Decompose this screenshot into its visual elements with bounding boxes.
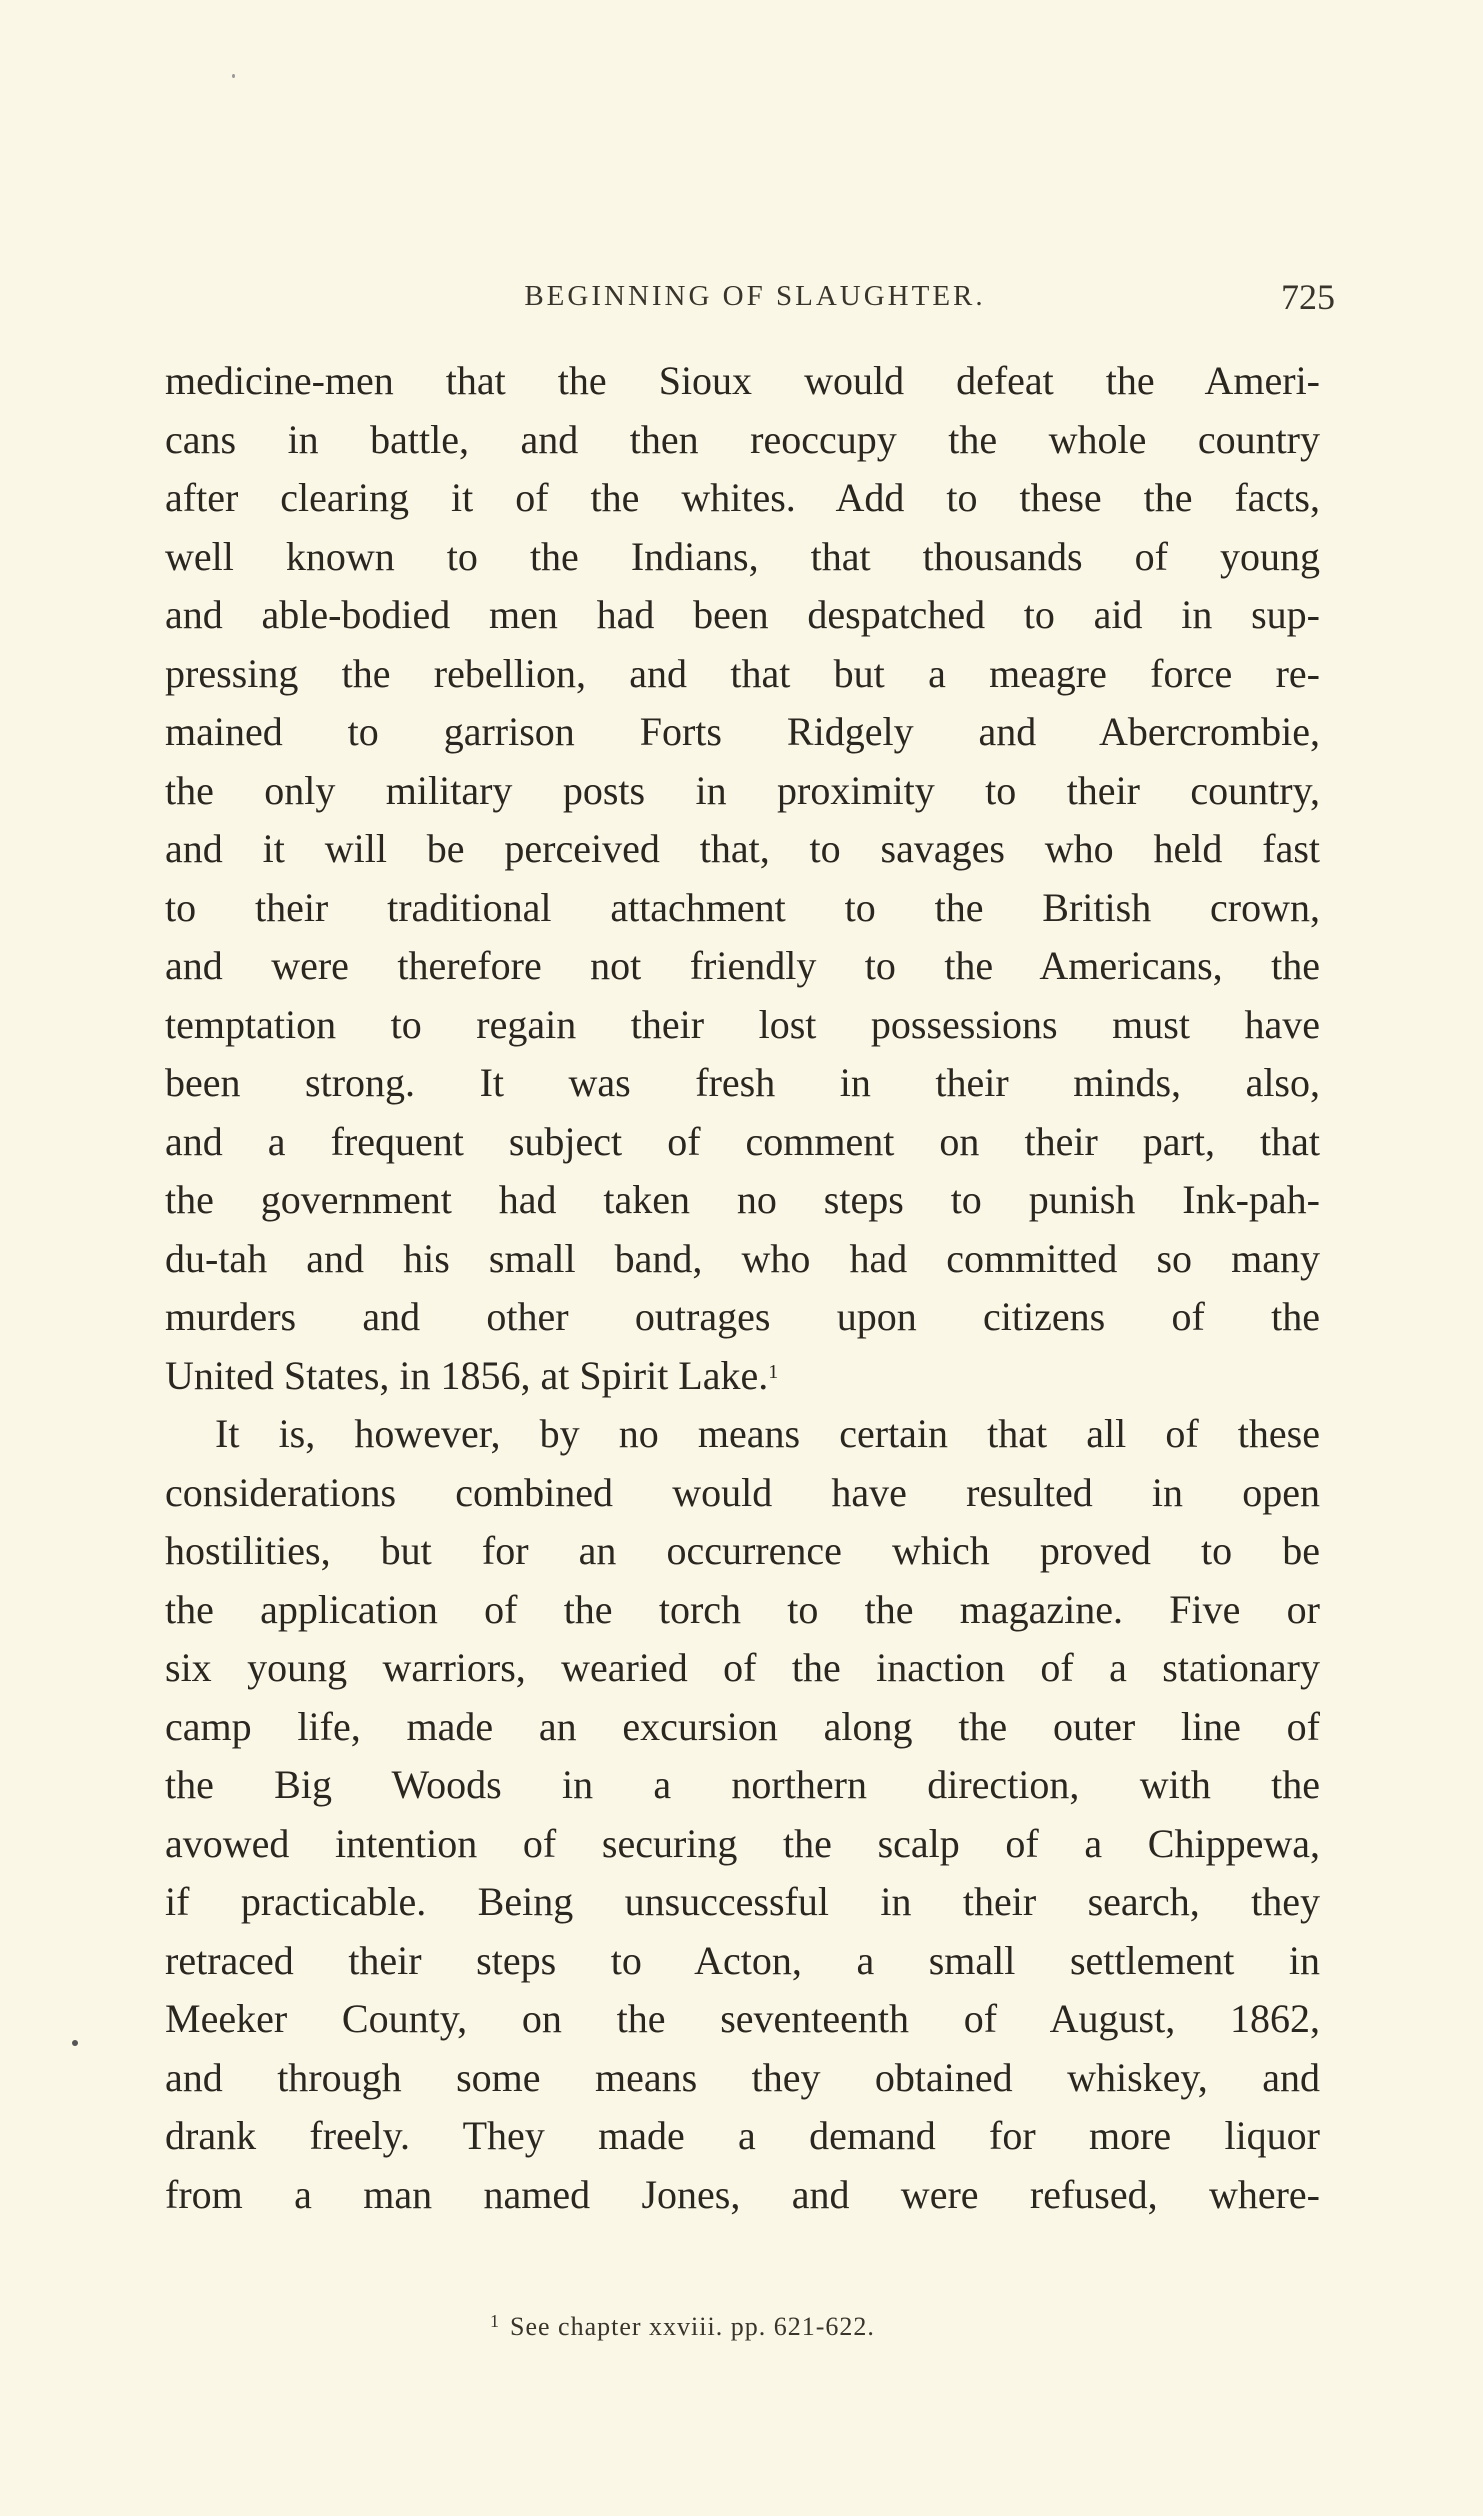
text-line: and a frequent subject of comment on their part, that bbox=[165, 1118, 1320, 1164]
text-line: if practicable. Being unsuccessful in their search, they bbox=[165, 1879, 1320, 1924]
text-line: and it will be perceived that, to savages who held fast bbox=[165, 826, 1320, 871]
text-line: the application of the torch to the magazine. Five or bbox=[165, 1586, 1320, 1632]
footnote-text: See chapter xxviii. pp. 621-622. bbox=[510, 2312, 875, 2341]
footnote-mark: 1 bbox=[490, 2311, 500, 2331]
body-text bbox=[165, 352, 1320, 2224]
text-line: du-tah and his small band, who had committed so many bbox=[165, 1235, 1320, 1281]
text-line: temptation to regain their lost possessions must have bbox=[165, 1001, 1320, 1047]
text-line: retraced their steps to Acton, a small settlement in bbox=[165, 1937, 1320, 1983]
text-line: and were therefore not friendly to the Americans, the bbox=[165, 943, 1320, 988]
text-line: to their traditional attachment to the British crown, bbox=[165, 884, 1320, 930]
text-line: medicine-men that the Sioux would defeat the Ameri- bbox=[165, 358, 1320, 403]
text-line: the only military posts in proximity to their country, bbox=[165, 767, 1320, 813]
text-line-content: United States, in 1856, at Spirit Lake. bbox=[165, 1352, 769, 1398]
running-title: BEGINNING OF SLAUGHTER. bbox=[524, 280, 986, 312]
text-line bbox=[165, 1347, 1320, 1406]
text-line: the government had taken no steps to punish Ink-pah- bbox=[165, 1177, 1320, 1222]
running-head bbox=[165, 276, 1345, 326]
text-line: avowed intention of securing the scalp of a Chippewa, bbox=[165, 1820, 1320, 1866]
text-line: six young warriors, wearied of the inaction of a stationary bbox=[165, 1645, 1320, 1690]
page-number: 725 bbox=[1281, 277, 1335, 317]
text-line: hostilities, but for an occurrence which proved to be bbox=[165, 1528, 1320, 1573]
text-line: been strong. It was fresh in their minds, also, bbox=[165, 1060, 1320, 1105]
ink-speck bbox=[232, 74, 235, 78]
text-line: pressing the rebellion, and that but a meagre force re- bbox=[165, 650, 1320, 696]
text-line: after clearing it of the whites. Add to these the facts, bbox=[165, 475, 1320, 520]
text-line: cans in battle, and then reoccupy the whole country bbox=[165, 416, 1320, 462]
footnote-reference: 1 bbox=[768, 1360, 779, 1383]
text-line: drank freely. They made a demand for more liquor bbox=[165, 2113, 1320, 2158]
text-line: mained to garrison Forts Ridgely and Abercrombie, bbox=[165, 709, 1320, 754]
text-line: It is, however, by no means certain that all of these bbox=[215, 1411, 1320, 1456]
text-line: and through some means they obtained whiskey, and bbox=[165, 2054, 1320, 2100]
ink-speck bbox=[72, 2040, 78, 2046]
text-line: camp life, made an excursion along the outer line of bbox=[165, 1703, 1320, 1749]
text-line: well known to the Indians, that thousands of young bbox=[165, 533, 1320, 579]
text-line: murders and other outrages upon citizens of the bbox=[165, 1294, 1320, 1339]
text-line: and able-bodied men had been despatched to aid in sup- bbox=[165, 592, 1320, 637]
text-line: the Big Woods in a northern direction, with the bbox=[165, 1762, 1320, 1807]
text-line: from a man named Jones, and were refused, where- bbox=[165, 2171, 1320, 2217]
footnote bbox=[490, 2312, 875, 2342]
text-line: considerations combined would have resulted in open bbox=[165, 1469, 1320, 1515]
text-line: Meeker County, on the seventeenth of August, 1862, bbox=[165, 1996, 1320, 2041]
